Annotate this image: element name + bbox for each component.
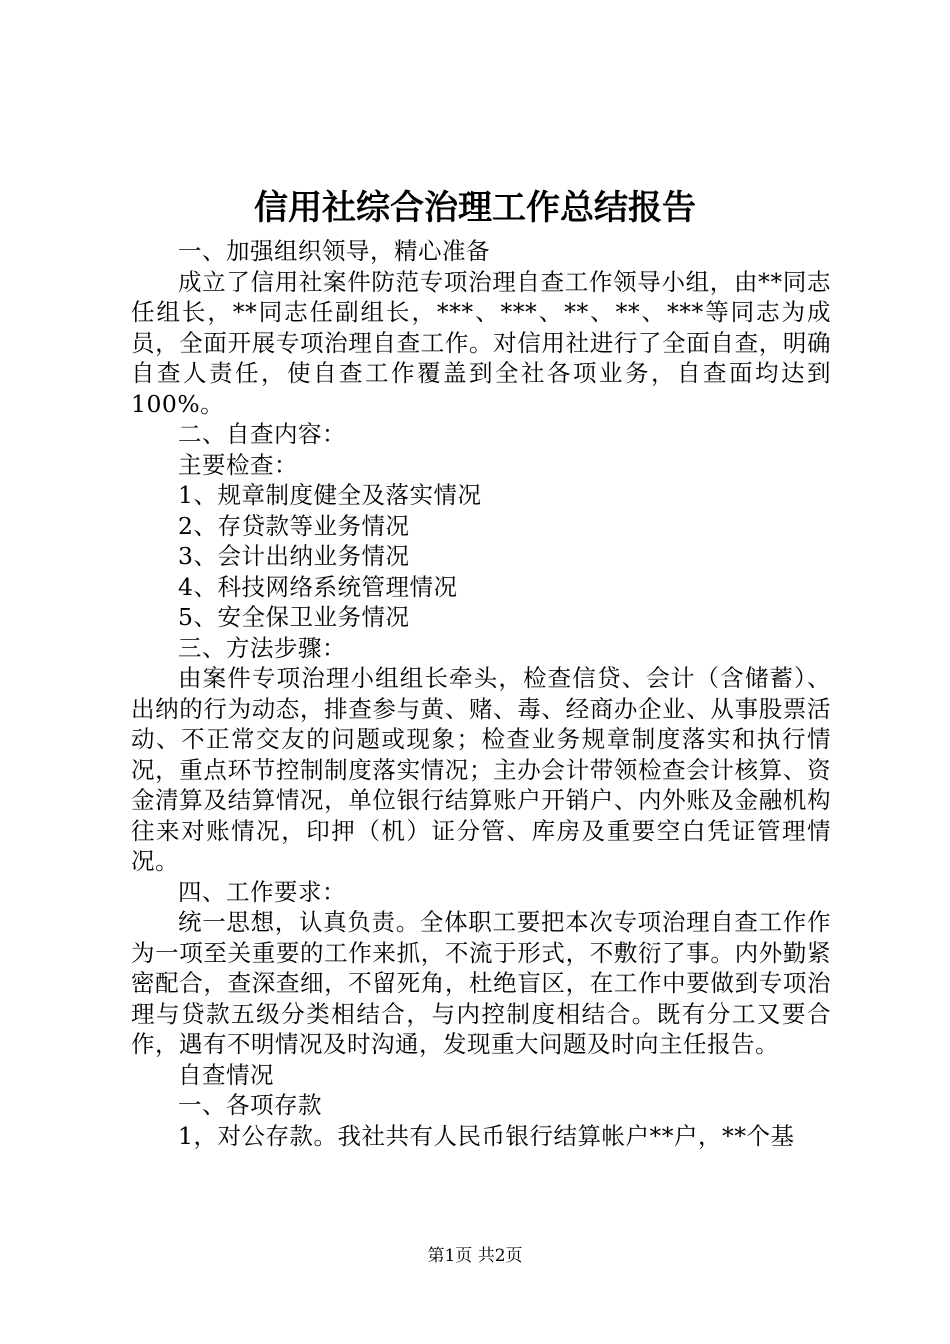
- list-item: 4、科技网络系统管理情况: [178, 572, 458, 601]
- section-heading-4: 四、工作要求：: [178, 877, 346, 906]
- paragraph: 1，对公存款。我社共有人民币银行结算帐户**户，**个基: [178, 1121, 795, 1150]
- section-heading-2: 二、自查内容：: [178, 420, 346, 448]
- section-heading: 自查情况: [178, 1060, 274, 1089]
- document-title: 信用社综合治理工作总结报告: [254, 188, 696, 228]
- list-item: 2、存贷款等业务情况: [178, 511, 410, 540]
- paragraph: 主要检查：: [178, 450, 298, 479]
- paragraph: 由案件专项治理小组组长牵头，检查信贷、会计（含储蓄）、出纳的行为动态，排查参与黄、赌、毒、经商办企业、从事股票活动、不正常交友的问题或现象；检查业务规章制度落实和执行情况，重点环节控制制度落实情况；主办会计带领检查会计核算、资金清算及结算情况，单位银行结算账户开销户、内外账及金融机构往来对账情况，印押（机）证分管、库房及重要空白凭证管理情况。: [131, 664, 831, 875]
- document-body: [131, 236, 831, 1151]
- list-item: 3、会计出纳业务情况: [178, 542, 410, 570]
- paragraph: 成立了信用社案件防范专项治理自查工作领导小组，由**同志任组长，**同志任副组长，***、***、**、**、***等同志为成员，全面开展专项治理自查工作。对信用社进行了全面自查，明确自查人责任，使自查工作覆盖到全社各项业务，自查面均达到100%。: [131, 267, 831, 418]
- section-heading: 一、各项存款: [178, 1091, 322, 1119]
- section-heading-3: 三、方法步骤：: [178, 633, 346, 662]
- list-item: 1、规章制度健全及落实情况: [178, 481, 482, 509]
- page-footer: 第1页 共2页: [427, 1246, 523, 1266]
- paragraph: 统一思想，认真负责。全体职工要把本次专项治理自查工作作为一项至关重要的工作来抓，不流于形式，不敷衍了事。内外勤紧密配合，查深查细，不留死角，杜绝盲区，在工作中要做到专项治理与贷款五级分类相结合，与内控制度相结合。既有分工又要合作，遇有不明情况及时沟通，发现重大问题及时向主任报告。: [131, 908, 831, 1058]
- list-item: 5、安全保卫业务情况: [178, 603, 410, 631]
- section-heading-1: 一、加强组织领导，精心准备: [178, 237, 490, 265]
